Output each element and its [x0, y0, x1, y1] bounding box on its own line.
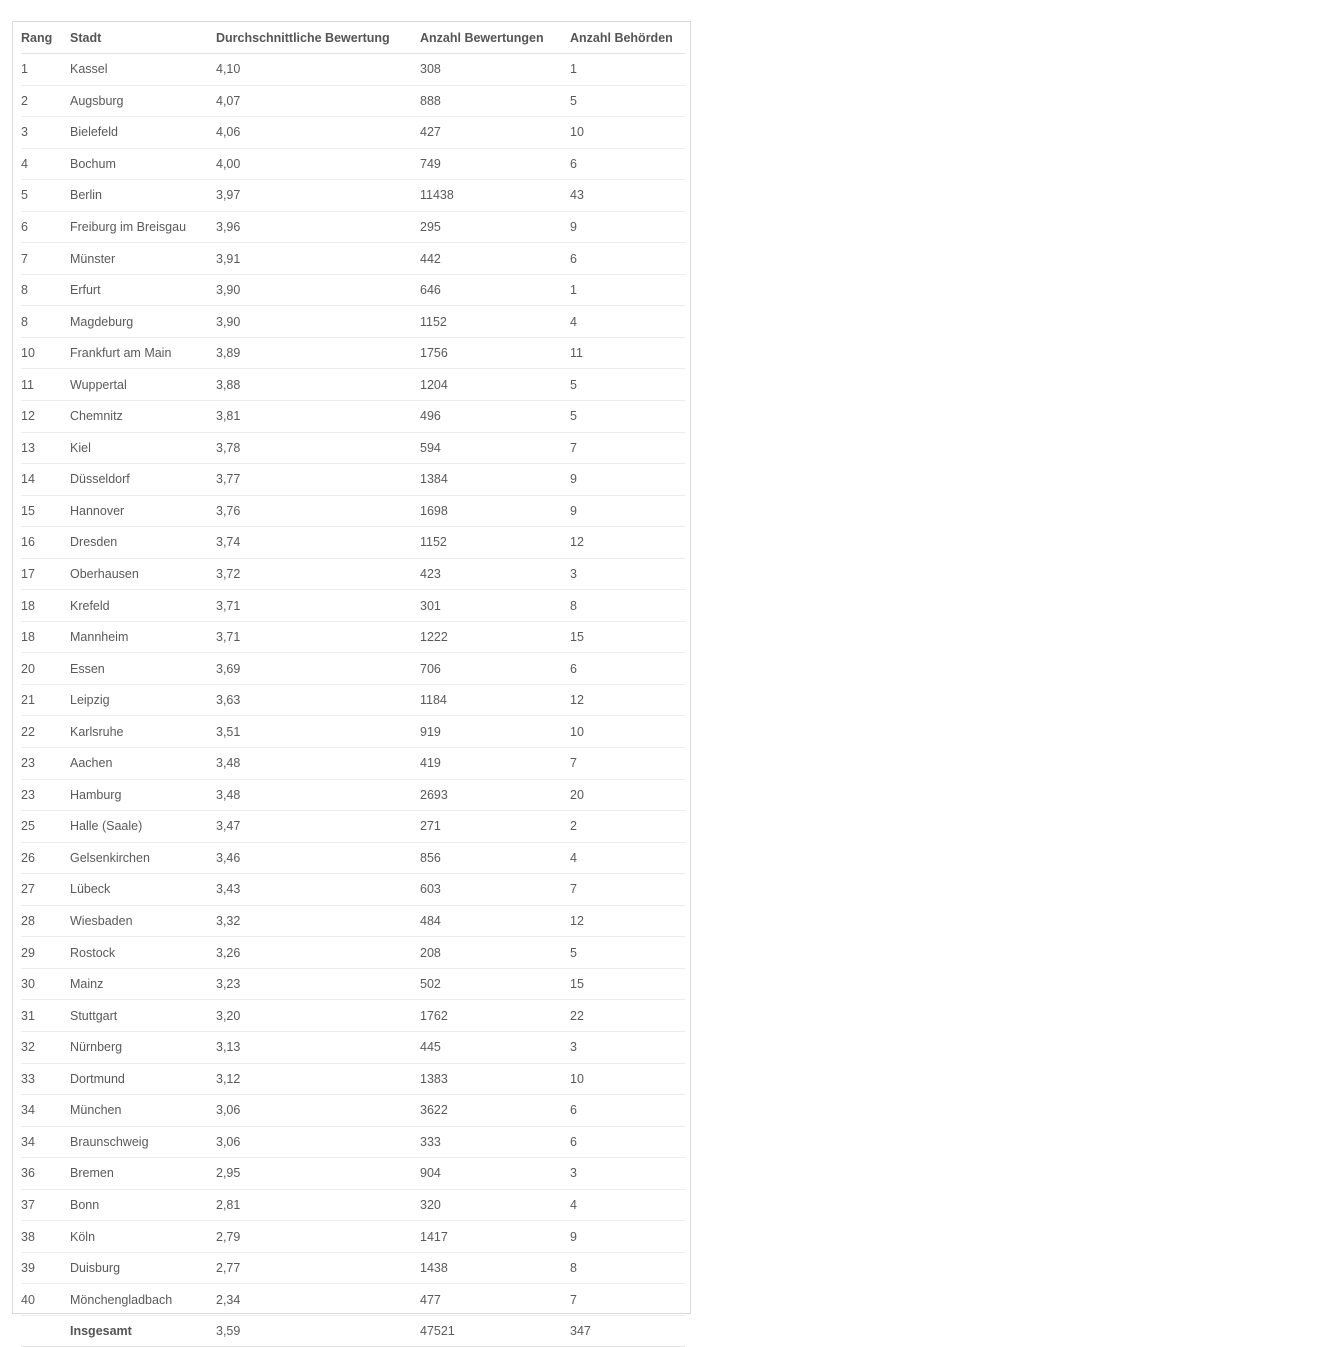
rank-cell: 30 — [21, 968, 70, 1000]
city-cell: Mannheim — [70, 621, 216, 653]
rank-cell: 23 — [21, 748, 70, 780]
table-row — [21, 842, 685, 874]
city-cell: Braunschweig — [70, 1126, 216, 1158]
city-cell: Essen — [70, 653, 216, 685]
total-rank-cell — [21, 1315, 70, 1347]
table-row — [21, 274, 685, 306]
table-row — [21, 968, 685, 1000]
rank-cell: 23 — [21, 779, 70, 811]
avg-rating-cell: 3,06 — [216, 1126, 420, 1158]
num-ratings-cell: 1152 — [420, 306, 570, 338]
rank-cell: 1 — [21, 54, 70, 86]
rank-cell: 15 — [21, 495, 70, 527]
num-ratings-cell: 320 — [420, 1189, 570, 1221]
city-cell: Aachen — [70, 748, 216, 780]
table-row — [21, 54, 685, 86]
rank-cell: 11 — [21, 369, 70, 401]
city-cell: Lübeck — [70, 874, 216, 906]
city-cell: Düsseldorf — [70, 464, 216, 496]
rank-cell: 6 — [21, 211, 70, 243]
num-authorities-cell: 4 — [570, 1189, 685, 1221]
table-row — [21, 117, 685, 149]
num-authorities-cell: 10 — [570, 716, 685, 748]
num-ratings-cell: 1384 — [420, 464, 570, 496]
city-cell: Nürnberg — [70, 1031, 216, 1063]
table-row — [21, 243, 685, 275]
rank-cell: 14 — [21, 464, 70, 496]
city-cell: Erfurt — [70, 274, 216, 306]
rank-cell: 28 — [21, 905, 70, 937]
table-row — [21, 937, 685, 969]
num-authorities-cell: 4 — [570, 842, 685, 874]
city-cell: Bielefeld — [70, 117, 216, 149]
num-ratings-cell: 477 — [420, 1284, 570, 1316]
num-authorities-cell: 7 — [570, 748, 685, 780]
city-cell: Karlsruhe — [70, 716, 216, 748]
table-row — [21, 1126, 685, 1158]
city-cell: Kassel — [70, 54, 216, 86]
city-cell: Stuttgart — [70, 1000, 216, 1032]
avg-rating-cell: 4,10 — [216, 54, 420, 86]
avg-rating-cell: 3,96 — [216, 211, 420, 243]
table-row — [21, 748, 685, 780]
city-cell: Gelsenkirchen — [70, 842, 216, 874]
table-row — [21, 527, 685, 559]
city-cell: Bochum — [70, 148, 216, 180]
avg-rating-cell: 3,76 — [216, 495, 420, 527]
total-num-ratings: 47521 — [420, 1315, 570, 1347]
city-cell: Rostock — [70, 937, 216, 969]
table-row — [21, 306, 685, 338]
avg-rating-cell: 3,69 — [216, 653, 420, 685]
table-header — [21, 22, 685, 54]
city-cell: Chemnitz — [70, 401, 216, 433]
city-cell: Mönchengladbach — [70, 1284, 216, 1316]
num-authorities-cell: 12 — [570, 905, 685, 937]
num-ratings-cell: 1762 — [420, 1000, 570, 1032]
city-cell: Augsburg — [70, 85, 216, 117]
rank-cell: 31 — [21, 1000, 70, 1032]
city-cell: Leipzig — [70, 684, 216, 716]
rank-cell: 12 — [21, 401, 70, 433]
avg-rating-cell: 3,46 — [216, 842, 420, 874]
num-authorities-cell: 10 — [570, 117, 685, 149]
avg-rating-cell: 3,43 — [216, 874, 420, 906]
num-ratings-cell: 646 — [420, 274, 570, 306]
avg-rating-cell: 3,72 — [216, 558, 420, 590]
header-row — [21, 22, 685, 54]
table-row — [21, 432, 685, 464]
city-cell: Halle (Saale) — [70, 811, 216, 843]
num-authorities-cell: 5 — [570, 369, 685, 401]
rank-cell: 39 — [21, 1252, 70, 1284]
table-row — [21, 1000, 685, 1032]
rank-cell: 18 — [21, 621, 70, 653]
avg-rating-cell: 3,91 — [216, 243, 420, 275]
rank-cell: 29 — [21, 937, 70, 969]
table-row — [21, 1031, 685, 1063]
num-authorities-cell: 43 — [570, 180, 685, 212]
num-authorities-cell: 7 — [570, 432, 685, 464]
table-row — [21, 1284, 685, 1316]
num-authorities-cell: 3 — [570, 1158, 685, 1190]
num-ratings-cell: 11438 — [420, 180, 570, 212]
avg-rating-cell: 3,71 — [216, 621, 420, 653]
table-row — [21, 1252, 685, 1284]
city-cell: Dresden — [70, 527, 216, 559]
header-avg-rating: Durchschnittliche Bewertung — [216, 22, 420, 54]
avg-rating-cell: 3,97 — [216, 180, 420, 212]
table-footer — [21, 1315, 685, 1347]
num-authorities-cell: 5 — [570, 85, 685, 117]
num-authorities-cell: 8 — [570, 1252, 685, 1284]
num-authorities-cell: 6 — [570, 1095, 685, 1127]
num-authorities-cell: 7 — [570, 874, 685, 906]
city-cell: Wuppertal — [70, 369, 216, 401]
num-ratings-cell: 445 — [420, 1031, 570, 1063]
city-cell: Hannover — [70, 495, 216, 527]
table-row — [21, 148, 685, 180]
num-ratings-cell: 1204 — [420, 369, 570, 401]
rank-cell: 8 — [21, 274, 70, 306]
city-cell: Dortmund — [70, 1063, 216, 1095]
num-authorities-cell: 5 — [570, 937, 685, 969]
num-ratings-cell: 333 — [420, 1126, 570, 1158]
avg-rating-cell: 3,71 — [216, 590, 420, 622]
num-authorities-cell: 12 — [570, 684, 685, 716]
avg-rating-cell: 4,00 — [216, 148, 420, 180]
num-ratings-cell: 919 — [420, 716, 570, 748]
table-row — [21, 1189, 685, 1221]
rank-cell: 16 — [21, 527, 70, 559]
rank-cell: 26 — [21, 842, 70, 874]
num-ratings-cell: 271 — [420, 811, 570, 843]
rank-cell: 25 — [21, 811, 70, 843]
table-row — [21, 558, 685, 590]
city-cell: Duisburg — [70, 1252, 216, 1284]
avg-rating-cell: 3,74 — [216, 527, 420, 559]
num-authorities-cell: 2 — [570, 811, 685, 843]
num-ratings-cell: 496 — [420, 401, 570, 433]
table-row — [21, 401, 685, 433]
rank-cell: 13 — [21, 432, 70, 464]
num-ratings-cell: 502 — [420, 968, 570, 1000]
table-row — [21, 85, 685, 117]
city-cell: Krefeld — [70, 590, 216, 622]
avg-rating-cell: 3,06 — [216, 1095, 420, 1127]
num-authorities-cell: 10 — [570, 1063, 685, 1095]
rank-cell: 7 — [21, 243, 70, 275]
table-row — [21, 653, 685, 685]
rank-cell: 8 — [21, 306, 70, 338]
num-authorities-cell: 8 — [570, 590, 685, 622]
total-avg-rating: 3,59 — [216, 1315, 420, 1347]
table-row — [21, 905, 685, 937]
num-ratings-cell: 1222 — [420, 621, 570, 653]
header-num-authorities: Anzahl Behörden — [570, 22, 685, 54]
avg-rating-cell: 4,06 — [216, 117, 420, 149]
num-ratings-cell: 1698 — [420, 495, 570, 527]
avg-rating-cell: 3,32 — [216, 905, 420, 937]
num-ratings-cell: 442 — [420, 243, 570, 275]
rank-cell: 10 — [21, 337, 70, 369]
city-cell: München — [70, 1095, 216, 1127]
num-authorities-cell: 15 — [570, 968, 685, 1000]
avg-rating-cell: 3,89 — [216, 337, 420, 369]
city-cell: Köln — [70, 1221, 216, 1253]
city-cell: Wiesbaden — [70, 905, 216, 937]
avg-rating-cell: 2,79 — [216, 1221, 420, 1253]
total-row — [21, 1315, 685, 1347]
city-cell: Kiel — [70, 432, 216, 464]
rank-cell: 2 — [21, 85, 70, 117]
table-row — [21, 874, 685, 906]
num-authorities-cell: 9 — [570, 211, 685, 243]
avg-rating-cell: 3,20 — [216, 1000, 420, 1032]
num-authorities-cell: 22 — [570, 1000, 685, 1032]
table-row — [21, 811, 685, 843]
num-ratings-cell: 1438 — [420, 1252, 570, 1284]
num-ratings-cell: 2693 — [420, 779, 570, 811]
table-row — [21, 180, 685, 212]
avg-rating-cell: 2,34 — [216, 1284, 420, 1316]
city-cell: Frankfurt am Main — [70, 337, 216, 369]
rank-cell: 5 — [21, 180, 70, 212]
num-ratings-cell: 423 — [420, 558, 570, 590]
city-cell: Oberhausen — [70, 558, 216, 590]
num-ratings-cell: 308 — [420, 54, 570, 86]
rank-cell: 4 — [21, 148, 70, 180]
num-authorities-cell: 6 — [570, 243, 685, 275]
num-authorities-cell: 5 — [570, 401, 685, 433]
num-authorities-cell: 6 — [570, 148, 685, 180]
num-ratings-cell: 301 — [420, 590, 570, 622]
num-ratings-cell: 1184 — [420, 684, 570, 716]
avg-rating-cell: 3,63 — [216, 684, 420, 716]
header-city: Stadt — [70, 22, 216, 54]
table-row — [21, 684, 685, 716]
avg-rating-cell: 3,12 — [216, 1063, 420, 1095]
num-ratings-cell: 904 — [420, 1158, 570, 1190]
num-authorities-cell: 1 — [570, 274, 685, 306]
city-cell: Berlin — [70, 180, 216, 212]
num-authorities-cell: 1 — [570, 54, 685, 86]
avg-rating-cell: 3,48 — [216, 748, 420, 780]
num-authorities-cell: 6 — [570, 1126, 685, 1158]
header-num-ratings: Anzahl Bewertungen — [420, 22, 570, 54]
num-ratings-cell: 427 — [420, 117, 570, 149]
ranking-table-card — [12, 21, 691, 1339]
rank-cell: 21 — [21, 684, 70, 716]
num-ratings-cell: 484 — [420, 905, 570, 937]
num-ratings-cell: 888 — [420, 85, 570, 117]
rank-cell: 33 — [21, 1063, 70, 1095]
table-row — [21, 1221, 685, 1253]
rank-cell: 34 — [21, 1126, 70, 1158]
avg-rating-cell: 3,23 — [216, 968, 420, 1000]
num-ratings-cell: 208 — [420, 937, 570, 969]
table-row — [21, 1158, 685, 1190]
num-authorities-cell: 11 — [570, 337, 685, 369]
header-rank: Rang — [21, 22, 70, 54]
total-num-authorities: 347 — [570, 1315, 685, 1347]
city-cell: Münster — [70, 243, 216, 275]
num-ratings-cell: 419 — [420, 748, 570, 780]
num-authorities-cell: 12 — [570, 527, 685, 559]
table-row — [21, 1063, 685, 1095]
rank-cell: 40 — [21, 1284, 70, 1316]
avg-rating-cell: 3,81 — [216, 401, 420, 433]
table-row — [21, 1095, 685, 1127]
rank-cell: 37 — [21, 1189, 70, 1221]
num-ratings-cell: 603 — [420, 874, 570, 906]
avg-rating-cell: 3,13 — [216, 1031, 420, 1063]
avg-rating-cell: 3,77 — [216, 464, 420, 496]
city-cell: Bonn — [70, 1189, 216, 1221]
table-row — [21, 495, 685, 527]
avg-rating-cell: 3,51 — [216, 716, 420, 748]
table-row — [21, 369, 685, 401]
num-authorities-cell: 3 — [570, 558, 685, 590]
avg-rating-cell: 2,95 — [216, 1158, 420, 1190]
avg-rating-cell: 3,47 — [216, 811, 420, 843]
rank-cell: 20 — [21, 653, 70, 685]
num-ratings-cell: 1383 — [420, 1063, 570, 1095]
table-row — [21, 590, 685, 622]
avg-rating-cell: 3,90 — [216, 306, 420, 338]
num-ratings-cell: 706 — [420, 653, 570, 685]
city-cell: Bremen — [70, 1158, 216, 1190]
avg-rating-cell: 4,07 — [216, 85, 420, 117]
rank-cell: 36 — [21, 1158, 70, 1190]
num-ratings-cell: 295 — [420, 211, 570, 243]
table-row — [21, 464, 685, 496]
rank-cell: 22 — [21, 716, 70, 748]
num-authorities-cell: 7 — [570, 1284, 685, 1316]
table-row — [21, 337, 685, 369]
rank-cell: 34 — [21, 1095, 70, 1127]
table-row — [21, 621, 685, 653]
rank-cell: 32 — [21, 1031, 70, 1063]
city-cell: Freiburg im Breisgau — [70, 211, 216, 243]
rank-cell: 3 — [21, 117, 70, 149]
city-cell: Hamburg — [70, 779, 216, 811]
num-ratings-cell: 1152 — [420, 527, 570, 559]
num-authorities-cell: 15 — [570, 621, 685, 653]
table-row — [21, 211, 685, 243]
city-cell: Mainz — [70, 968, 216, 1000]
avg-rating-cell: 3,78 — [216, 432, 420, 464]
avg-rating-cell: 3,88 — [216, 369, 420, 401]
rank-cell: 38 — [21, 1221, 70, 1253]
avg-rating-cell: 2,81 — [216, 1189, 420, 1221]
rank-cell: 27 — [21, 874, 70, 906]
num-ratings-cell: 856 — [420, 842, 570, 874]
city-ranking-table — [21, 22, 685, 1347]
avg-rating-cell: 2,77 — [216, 1252, 420, 1284]
rank-cell: 17 — [21, 558, 70, 590]
avg-rating-cell: 3,26 — [216, 937, 420, 969]
table-row — [21, 716, 685, 748]
total-label: Insgesamt — [70, 1315, 216, 1347]
table-row — [21, 779, 685, 811]
num-authorities-cell: 9 — [570, 1221, 685, 1253]
table-body — [21, 54, 685, 1316]
avg-rating-cell: 3,48 — [216, 779, 420, 811]
num-authorities-cell: 9 — [570, 464, 685, 496]
num-authorities-cell: 6 — [570, 653, 685, 685]
num-authorities-cell: 4 — [570, 306, 685, 338]
num-ratings-cell: 3622 — [420, 1095, 570, 1127]
num-authorities-cell: 9 — [570, 495, 685, 527]
num-ratings-cell: 1756 — [420, 337, 570, 369]
num-ratings-cell: 594 — [420, 432, 570, 464]
num-ratings-cell: 749 — [420, 148, 570, 180]
num-authorities-cell: 20 — [570, 779, 685, 811]
city-cell: Magdeburg — [70, 306, 216, 338]
num-authorities-cell: 3 — [570, 1031, 685, 1063]
avg-rating-cell: 3,90 — [216, 274, 420, 306]
num-ratings-cell: 1417 — [420, 1221, 570, 1253]
rank-cell: 18 — [21, 590, 70, 622]
